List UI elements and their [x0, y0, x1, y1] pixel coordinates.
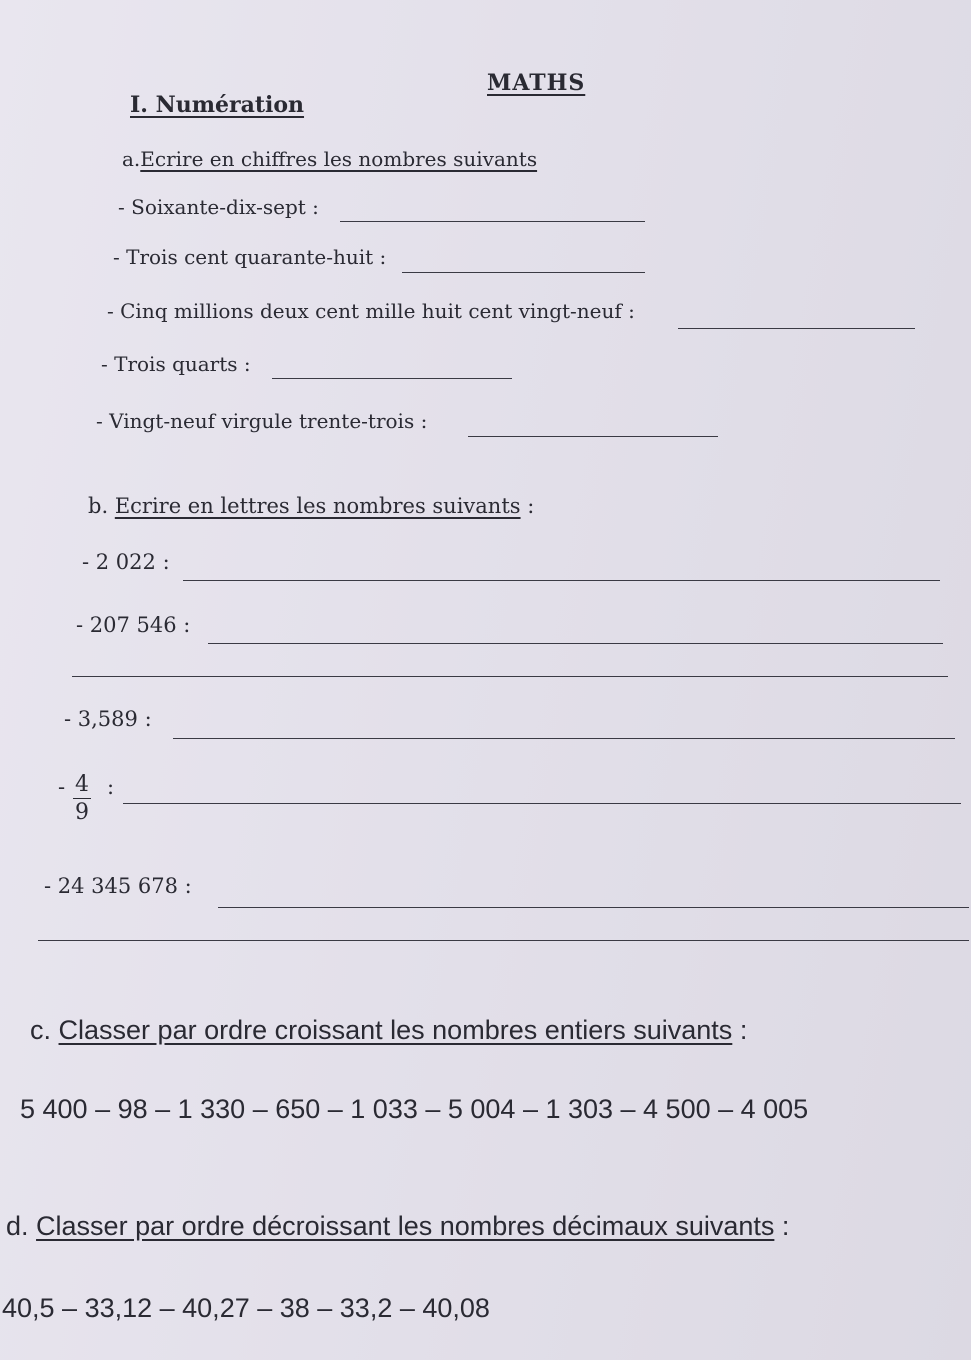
answer-line[interactable] [38, 940, 969, 941]
part-a-item-2: - Trois cent quarante-huit : [113, 245, 387, 269]
answer-line[interactable] [208, 643, 943, 644]
fraction-numerator: 4 [75, 772, 89, 797]
part-a-heading [122, 147, 537, 171]
fraction-dash: - [58, 775, 66, 799]
answer-line[interactable] [678, 328, 915, 329]
part-b-instruction: Ecrire en lettres les nombres suivants [114, 494, 521, 518]
answer-line[interactable] [183, 580, 940, 581]
answer-line[interactable] [218, 907, 969, 908]
part-d-letter: d. [6, 1211, 29, 1241]
part-c-instruction: Classer par ordre croissant les nombres entiers suivants [58, 1015, 733, 1045]
part-b-item-3: - 3,589 : [64, 707, 152, 731]
part-b-item-2: - 207 546 : [76, 613, 191, 637]
answer-line[interactable] [402, 272, 645, 273]
part-a-letter: a. [122, 147, 141, 171]
page-title: MATHS [487, 70, 586, 96]
part-c-numbers: 5 400 – 98 – 1 330 – 650 – 1 033 – 5 004 – 1 303 – 4 500 – 4 005 [20, 1094, 809, 1124]
answer-line[interactable] [123, 803, 961, 804]
part-c-heading [30, 1015, 747, 1046]
fraction-colon: : [107, 775, 115, 799]
part-a-item-5: - Vingt-neuf virgule trente-trois : [96, 409, 428, 433]
part-c-letter: c. [30, 1015, 52, 1045]
part-a-item-1: - Soixante-dix-sept : [118, 195, 319, 219]
section-heading: I. Numération [130, 92, 305, 118]
part-b-item-5: - 24 345 678 : [44, 874, 192, 898]
answer-line[interactable] [72, 676, 948, 677]
part-b-colon: : [520, 494, 535, 518]
answer-line[interactable] [468, 436, 718, 437]
part-b-item-1: - 2 022 : [82, 550, 170, 574]
part-b-heading [88, 494, 534, 518]
part-d-heading [6, 1211, 789, 1242]
part-a-item-4: - Trois quarts : [101, 352, 251, 376]
part-a-item-3: - Cinq millions deux cent mille huit cent vingt-neuf : [107, 299, 635, 323]
fraction-four-ninths [73, 772, 91, 827]
part-b-letter: b. [88, 494, 109, 518]
answer-line[interactable] [272, 378, 512, 379]
part-c-colon: : [732, 1015, 748, 1045]
answer-line[interactable] [340, 221, 645, 222]
fraction-denominator: 9 [75, 800, 89, 825]
answer-line[interactable] [173, 738, 955, 739]
part-d-colon: : [774, 1211, 790, 1241]
part-a-instruction: Ecrire en chiffres les nombres suivants [140, 147, 538, 171]
part-d-instruction: Classer par ordre décroissant les nombres décimaux suivants [36, 1211, 775, 1241]
part-d-numbers: 40,5 – 33,12 – 40,27 – 38 – 33,2 – 40,08 [2, 1293, 490, 1323]
